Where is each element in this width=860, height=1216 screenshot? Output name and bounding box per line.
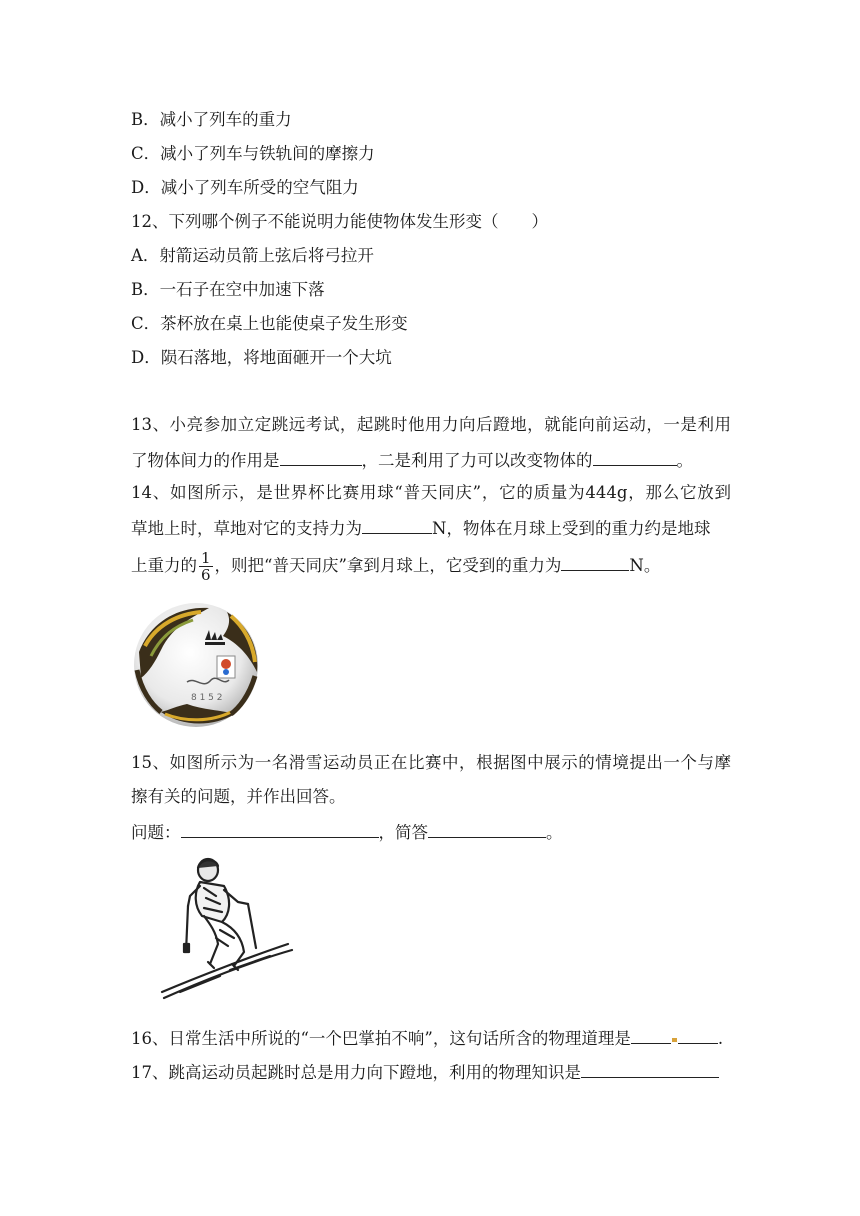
q15-question-blank[interactable] bbox=[181, 820, 379, 838]
skier-icon bbox=[160, 852, 300, 1004]
q14-line3 bbox=[131, 548, 660, 584]
q14-text-a: 草地上时，草地对它的支持力为 bbox=[131, 519, 362, 538]
q13-line1: 13、小亮参加立定跳远考试，起跳时他用力向后蹬地，就能向前运动，一是利用 bbox=[131, 415, 731, 434]
svg-text:8 1 5 2: 8 1 5 2 bbox=[191, 693, 223, 703]
q11-option-b: B．减小了列车的重力 bbox=[131, 110, 292, 129]
q14-line2 bbox=[131, 516, 710, 540]
q13-line2 bbox=[131, 448, 693, 472]
q13-text-a: 了物体间力的作用是 bbox=[131, 451, 280, 470]
q15-text-c: 。 bbox=[546, 823, 563, 842]
q13-text-c: 。 bbox=[676, 451, 693, 470]
q15-answer-blank[interactable] bbox=[428, 820, 546, 838]
q16-blank-right[interactable] bbox=[678, 1026, 718, 1044]
one-sixth-fraction bbox=[199, 550, 213, 583]
q17-line bbox=[131, 1060, 719, 1084]
q13-blank-1[interactable] bbox=[280, 448, 362, 466]
q14-blank-2[interactable] bbox=[561, 553, 629, 571]
q13-blank-2[interactable] bbox=[593, 448, 677, 466]
q16-line bbox=[131, 1026, 723, 1050]
q12-option-a: A．射箭运动员箭上弦后将弓拉开 bbox=[131, 246, 374, 265]
q16-blank-left[interactable] bbox=[631, 1026, 671, 1044]
q15-line2: 擦有关的问题，并作出回答。 bbox=[131, 787, 346, 806]
q17-text: 17、跳高运动员起跳时总是用力向下蹬地，利用的物理知识是 bbox=[131, 1063, 581, 1082]
q14-text-e: N。 bbox=[629, 556, 661, 575]
q12-option-b: B．一石子在空中加速下落 bbox=[131, 280, 325, 299]
q15-line1: 15、如图所示为一名滑雪运动员正在比赛中，根据图中展示的情境提出一个与摩 bbox=[131, 753, 731, 772]
q15-text-a: 问题： bbox=[131, 823, 181, 842]
q15-text-b: ，简答 bbox=[378, 823, 428, 842]
q14-blank-1[interactable] bbox=[362, 516, 432, 534]
q14-line1: 14、如图所示，是世界杯比赛用球“普天同庆”，它的质量为444g，那么它放到 bbox=[131, 483, 731, 502]
q17-blank[interactable] bbox=[581, 1060, 719, 1078]
q15-line3 bbox=[131, 820, 563, 844]
q12-option-c: C．茶杯放在桌上也能使桌子发生形变 bbox=[131, 314, 408, 333]
q12-stem: 12、下列哪个例子不能说明力能使物体发生形变（ ） bbox=[131, 212, 548, 231]
q14-text-c: 上重力的 bbox=[131, 556, 197, 575]
fraction-numerator: 1 bbox=[201, 549, 211, 567]
q11-option-c: C．减小了列车与铁轨间的摩擦力 bbox=[131, 144, 375, 163]
q11-option-d: D．减小了列车所受的空气阻力 bbox=[131, 178, 359, 197]
q16-text: 16、日常生活中所说的“一个巴掌拍不响”，这句话所含的物理道理是 bbox=[131, 1029, 631, 1048]
highlight-mark bbox=[672, 1038, 677, 1042]
fraction-denominator: 6 bbox=[201, 566, 211, 584]
q14-text-d: ，则把“普天同庆”拿到月球上，它受到的重力为 bbox=[214, 556, 562, 575]
q16-end: . bbox=[717, 1029, 724, 1048]
q12-option-d: D．陨石落地，将地面砸开一个大坑 bbox=[131, 348, 392, 367]
q14-text-b: N，物体在月球上受到的重力约是地球 bbox=[432, 519, 711, 538]
soccer-ball-icon bbox=[131, 600, 261, 730]
q13-text-b: ，二是利用了力可以改变物体的 bbox=[361, 451, 593, 470]
